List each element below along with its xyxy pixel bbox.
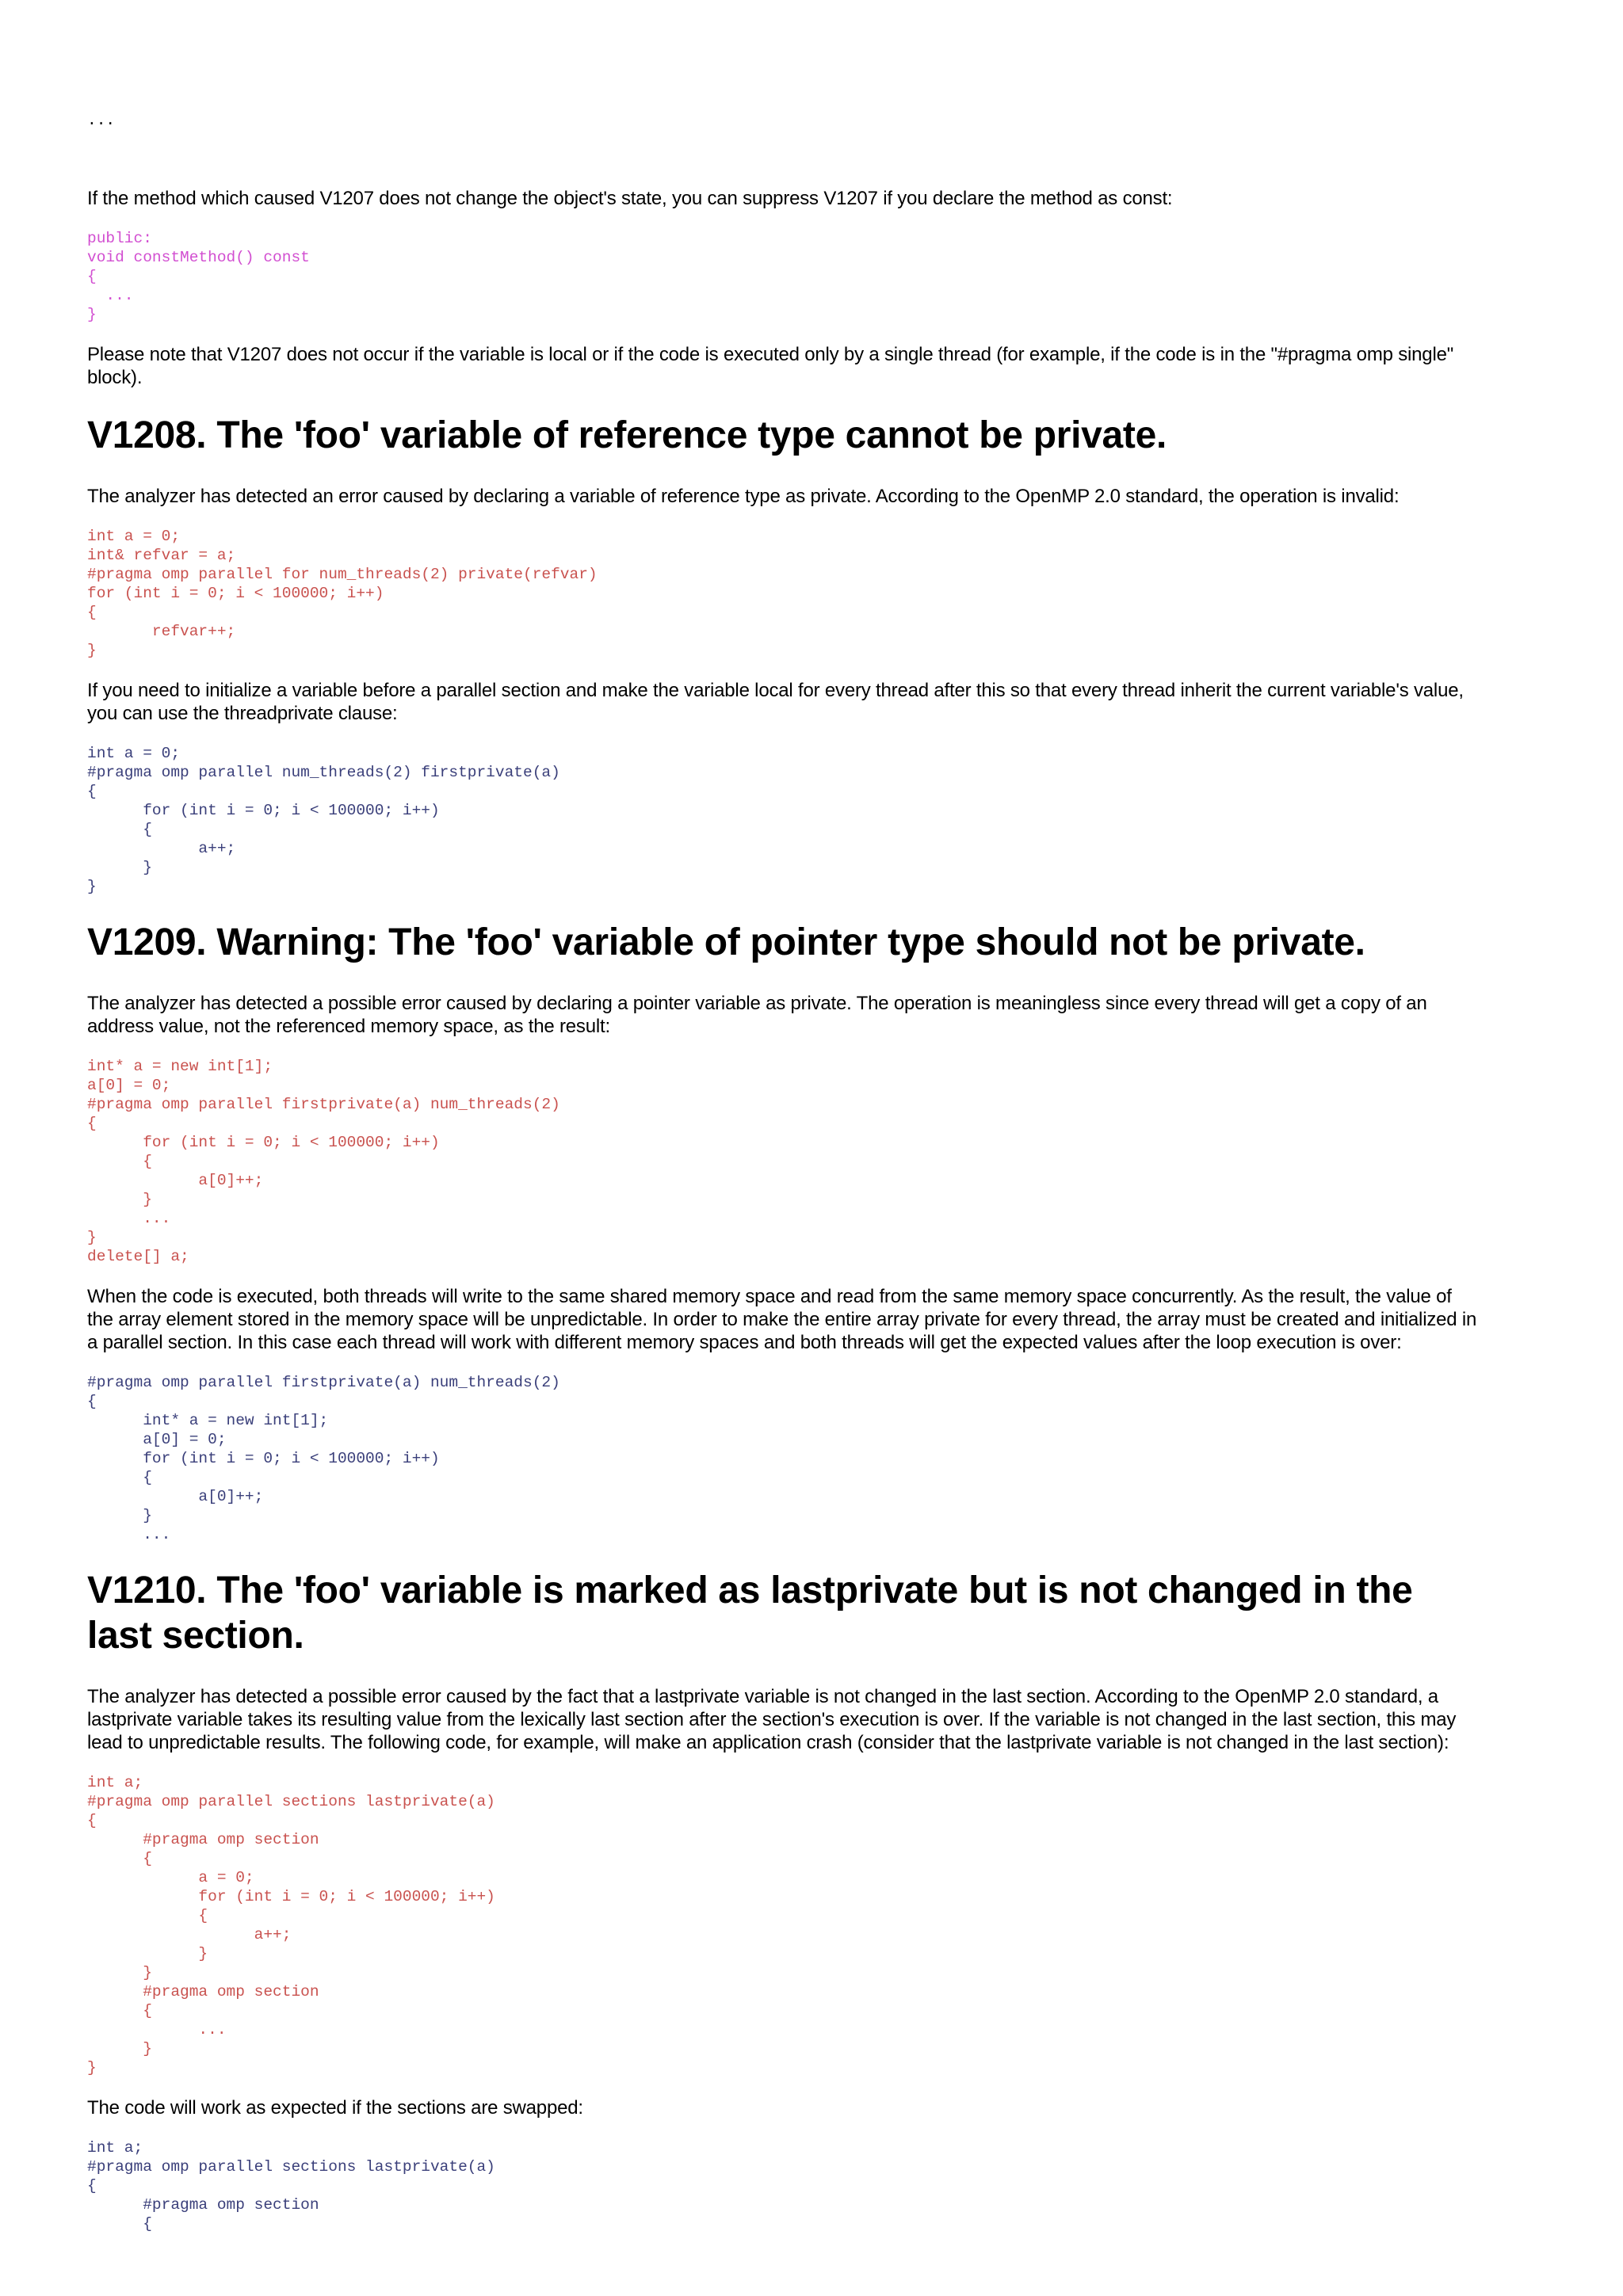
code-line: { xyxy=(87,268,97,285)
code-line: public: xyxy=(87,230,152,247)
v1210-fix-paragraph: The code will work as expected if the sections are swapped: xyxy=(87,2097,583,2119)
code-line: } xyxy=(87,1945,208,1962)
code-line: a[0] = 0; xyxy=(87,1077,171,1094)
top-ellipsis xyxy=(87,73,1482,168)
v1210-heading: V1210. The 'foo' variable is marked as lastprivate but is not changed in the last section. xyxy=(87,1569,1413,1657)
code-line: a++; xyxy=(87,840,236,857)
code-line: refvar++; xyxy=(87,623,236,640)
code-line: ... xyxy=(87,1210,171,1227)
v1207-code-block xyxy=(87,229,1482,324)
code-line: void constMethod() const xyxy=(87,249,310,266)
code-line: a[0]++; xyxy=(87,1488,264,1505)
code-line: } xyxy=(87,642,97,659)
code-line: { xyxy=(87,2215,152,2233)
code-line: for (int i = 0; i < 100000; i++) xyxy=(87,1450,440,1467)
code-line: for (int i = 0; i < 100000; i++) xyxy=(87,1888,495,1905)
code-line: { xyxy=(87,1393,97,1410)
code-line: { xyxy=(87,604,97,621)
code-line: for (int i = 0; i < 100000; i++) xyxy=(87,1134,440,1151)
code-line: { xyxy=(87,821,152,838)
document-page xyxy=(87,0,1482,2233)
code-line: #pragma omp parallel sections lastprivate(a) xyxy=(87,1793,495,1810)
v1208-fix-paragraph: If you need to initialize a variable before a parallel section and make the variable local for every thread after this so that every thread inherit the current variable's value, you can use the threadprivate clause: xyxy=(87,680,1464,724)
code-line: int a = 0; xyxy=(87,745,181,762)
code-line: { xyxy=(87,1469,152,1486)
code-line: { xyxy=(87,2002,152,2019)
code-line: #pragma omp parallel firstprivate(a) num_threads(2) xyxy=(87,1096,560,1113)
v1207-intro-paragraph: If the method which caused V1207 does not change the object's state, you can suppress V1207 if you declare the method as const: xyxy=(87,188,1173,209)
code-line: } xyxy=(87,1191,152,1208)
v1209-intro-paragraph: The analyzer has detected a possible error caused by declaring a pointer variable as private. The operation is meaningless since every thread will get a copy of an address value, not the referenced memory space, as the result: xyxy=(87,993,1427,1037)
code-line: a[0]++; xyxy=(87,1172,264,1189)
code-line: int& refvar = a; xyxy=(87,547,236,564)
code-line: int a; xyxy=(87,2139,143,2157)
code-line: a[0] = 0; xyxy=(87,1431,227,1448)
code-line: } xyxy=(87,2059,97,2077)
code-line: } xyxy=(87,1507,152,1524)
code-line: { xyxy=(87,783,97,800)
code-line: #pragma omp section xyxy=(87,1831,319,1848)
code-line: } xyxy=(87,878,97,895)
code-line: } xyxy=(87,1964,152,1981)
code-line: } xyxy=(87,1229,97,1246)
v1210-good-code-block xyxy=(87,2138,1482,2233)
code-line: { xyxy=(87,1115,97,1132)
code-line: delete[] a; xyxy=(87,1248,189,1265)
v1208-good-code-block xyxy=(87,744,1482,896)
code-line: { xyxy=(87,2177,97,2195)
code-line: int* a = new int[1]; xyxy=(87,1058,273,1075)
code-line: for (int i = 0; i < 100000; i++) xyxy=(87,585,384,602)
code-line: { xyxy=(87,1907,208,1924)
v1208-heading: V1208. The 'foo' variable of reference type cannot be private. xyxy=(87,414,1167,456)
code-line: ... xyxy=(87,1526,171,1543)
code-line: int a = 0; xyxy=(87,528,181,545)
code-line: a = 0; xyxy=(87,1869,254,1886)
v1209-heading: V1209. Warning: The 'foo' variable of pointer type should not be private. xyxy=(87,921,1365,963)
v1207-note-paragraph: Please note that V1207 does not occur if the variable is local or if the code is executed only by a single thread (for example, if the code is in the "#pragma omp single" block). xyxy=(87,344,1454,388)
code-line: #pragma omp parallel sections lastprivate(a) xyxy=(87,2158,495,2176)
v1209-good-code-block xyxy=(87,1373,1482,1544)
v1210-bad-code-block xyxy=(87,1773,1482,2077)
code-line: ... xyxy=(87,2021,227,2039)
code-line: { xyxy=(87,1153,152,1170)
code-line: } xyxy=(87,2040,152,2058)
code-line: #pragma omp section xyxy=(87,2196,319,2214)
v1208-intro-paragraph: The analyzer has detected an error caused by declaring a variable of reference type as private. According to the OpenMP 2.0 standard, the operation is invalid: xyxy=(87,486,1400,507)
code-line: int* a = new int[1]; xyxy=(87,1412,329,1429)
v1210-intro-paragraph: The analyzer has detected a possible error caused by the fact that a lastprivate variable is not changed in the last section. According to the OpenMP 2.0 standard, a lastprivate variable takes its resulting value from the lexically last section after the section's execution is over. If the variable is not changed in the last section, this may lead to unpredictable results. The following code, for example, will make an application crash (consider that the lastprivate variable is not changed in the last section): xyxy=(87,1686,1457,1753)
v1209-bad-code-block xyxy=(87,1057,1482,1266)
code-line: { xyxy=(87,1850,152,1867)
code-line: } xyxy=(87,306,97,323)
v1208-bad-code-block xyxy=(87,527,1482,660)
code-line: ... xyxy=(87,112,116,129)
v1209-fix-paragraph: When the code is executed, both threads will write to the same shared memory space and read from the same memory space concurrently. As the result, the value of the array element stored in the memory space will be unpredictable. In order to make the entire array private for every thread, the array must be created and initialized in a parallel section. In this case each thread will work with different memory spaces and both threads will get the expected values after the loop execution is over: xyxy=(87,1286,1477,1353)
code-line: for (int i = 0; i < 100000; i++) xyxy=(87,802,440,819)
code-line: } xyxy=(87,859,152,876)
code-line: #pragma omp parallel num_threads(2) firstprivate(a) xyxy=(87,764,560,781)
code-line: #pragma omp parallel firstprivate(a) num_threads(2) xyxy=(87,1374,560,1391)
code-line: int a; xyxy=(87,1774,143,1791)
code-line: { xyxy=(87,1812,97,1829)
code-line: #pragma omp parallel for num_threads(2) private(refvar) xyxy=(87,566,598,583)
code-line: a++; xyxy=(87,1926,292,1943)
code-line: ... xyxy=(87,287,134,304)
code-line: #pragma omp section xyxy=(87,1983,319,2000)
